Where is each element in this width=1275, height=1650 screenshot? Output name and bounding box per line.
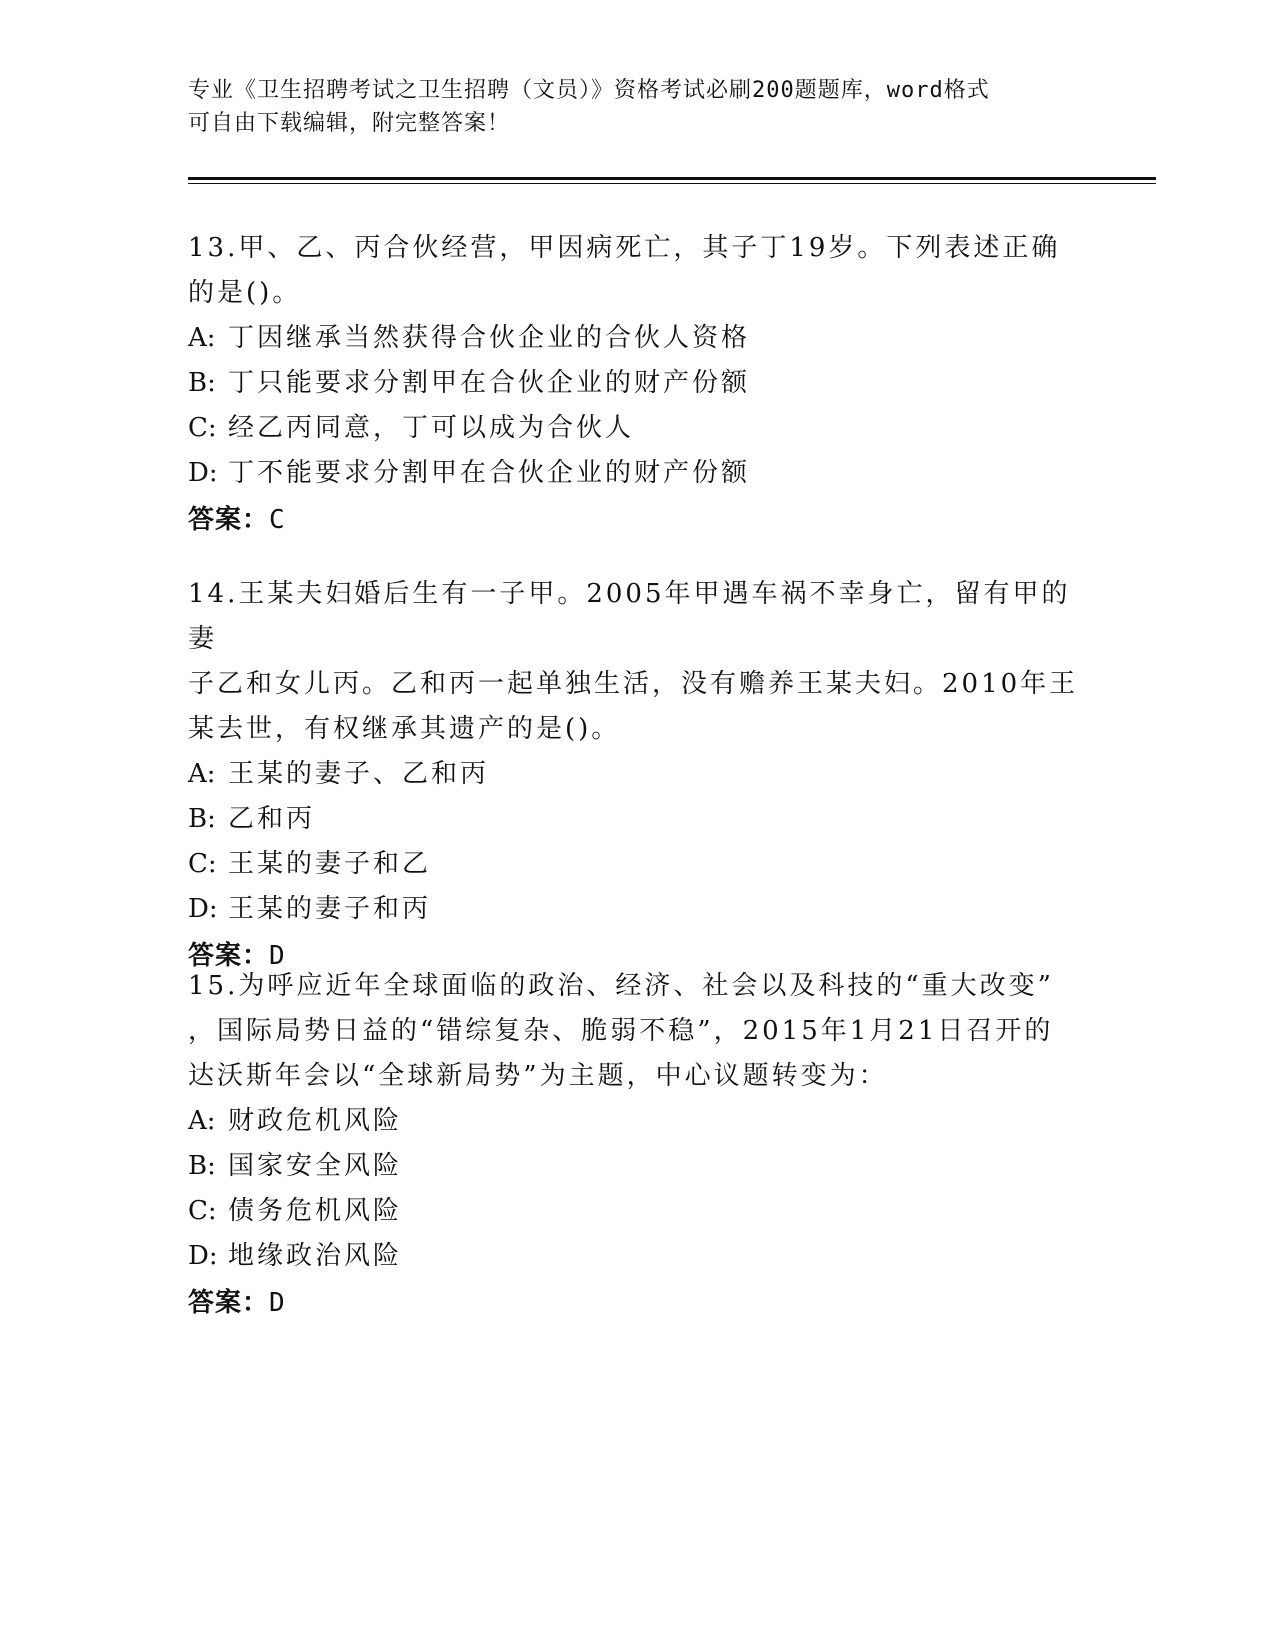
option-text: 财政危机风险 xyxy=(228,1106,403,1136)
option-a xyxy=(188,752,1088,797)
answer-label: 答案： xyxy=(188,941,270,971)
answer-value: D xyxy=(269,1288,286,1318)
option-key: D: xyxy=(188,1241,218,1271)
header-divider-thick xyxy=(188,177,1156,180)
option-text: 丁不能要求分割甲在合伙企业的财产份额 xyxy=(228,458,751,488)
question-14 xyxy=(188,572,1088,980)
answer-line xyxy=(188,496,1088,544)
option-text: 债务危机风险 xyxy=(228,1196,403,1226)
option-text: 王某的妻子和丙 xyxy=(228,894,432,924)
option-text: 丁因继承当然获得合伙企业的合伙人资格 xyxy=(228,323,751,353)
header-line-1: 专业《卫生招聘考试之卫生招聘（文员）》资格考试必刷200题题库，word格式 xyxy=(188,78,990,103)
option-text: 丁只能要求分割甲在合伙企业的财产份额 xyxy=(228,368,751,398)
option-a xyxy=(188,1099,1088,1144)
option-c xyxy=(188,1189,1088,1234)
option-d xyxy=(188,887,1088,932)
option-b xyxy=(188,797,1088,842)
option-key: B: xyxy=(188,368,216,398)
question-stem-line: 达沃斯年会以“全球新局势”为主题，中心议题转变为： xyxy=(188,1061,888,1091)
document-header xyxy=(188,74,1088,140)
option-d xyxy=(188,451,1088,496)
question-stem-line: 的是()。 xyxy=(188,278,302,308)
question-15 xyxy=(188,964,1088,1327)
question-stem-line: 某去世，有权继承其遗产的是()。 xyxy=(188,714,621,744)
answer-label: 答案： xyxy=(188,1288,270,1318)
option-key: B: xyxy=(188,1151,216,1181)
option-text: 王某的妻子、乙和丙 xyxy=(228,759,490,789)
option-text: 王某的妻子和乙 xyxy=(228,849,432,879)
question-stem-line: ，国际局势日益的“错综复杂、脆弱不稳”，2015年1月21日召开的 xyxy=(188,1016,1054,1046)
answer-label: 答案： xyxy=(188,505,270,535)
option-text: 乙和丙 xyxy=(228,804,316,834)
question-stem-line: 13.甲、乙、丙合伙经营，甲因病死亡，其子丁19岁。下列表述正确 xyxy=(188,233,1061,263)
option-text: 经乙丙同意，丁可以成为合伙人 xyxy=(228,413,635,443)
answer-value: C xyxy=(269,505,286,535)
answer-value: D xyxy=(269,941,286,971)
question-stem-line: 子乙和女儿丙。乙和丙一起单独生活，没有赡养王某夫妇。2010年王 xyxy=(188,669,1079,699)
option-a xyxy=(188,316,1088,361)
option-text: 地缘政治风险 xyxy=(228,1241,403,1271)
option-b xyxy=(188,1144,1088,1189)
option-b xyxy=(188,361,1088,406)
header-divider-thin xyxy=(188,183,1156,184)
question-stem-line: 14.王某夫妇婚后生有一子甲。2005年甲遇车祸不幸身亡，留有甲的妻 xyxy=(188,579,1071,654)
option-key: D: xyxy=(188,458,218,488)
option-key: A: xyxy=(188,1106,216,1136)
option-c xyxy=(188,406,1088,451)
answer-line xyxy=(188,1279,1088,1327)
option-key: D: xyxy=(188,894,218,924)
option-key: C: xyxy=(188,1196,217,1226)
option-text: 国家安全风险 xyxy=(228,1151,403,1181)
option-d xyxy=(188,1234,1088,1279)
option-key: B: xyxy=(188,804,216,834)
option-c xyxy=(188,842,1088,887)
option-key: C: xyxy=(188,413,217,443)
header-line-2: 可自由下载编辑，附完整答案！ xyxy=(188,111,511,136)
question-stem-line: 15.为呼应近年全球面临的政治、经济、社会以及科技的“重大改变” xyxy=(188,971,1054,1001)
option-key: A: xyxy=(188,759,216,789)
option-key: A: xyxy=(188,323,216,353)
question-13 xyxy=(188,226,1088,544)
option-key: C: xyxy=(188,849,217,879)
